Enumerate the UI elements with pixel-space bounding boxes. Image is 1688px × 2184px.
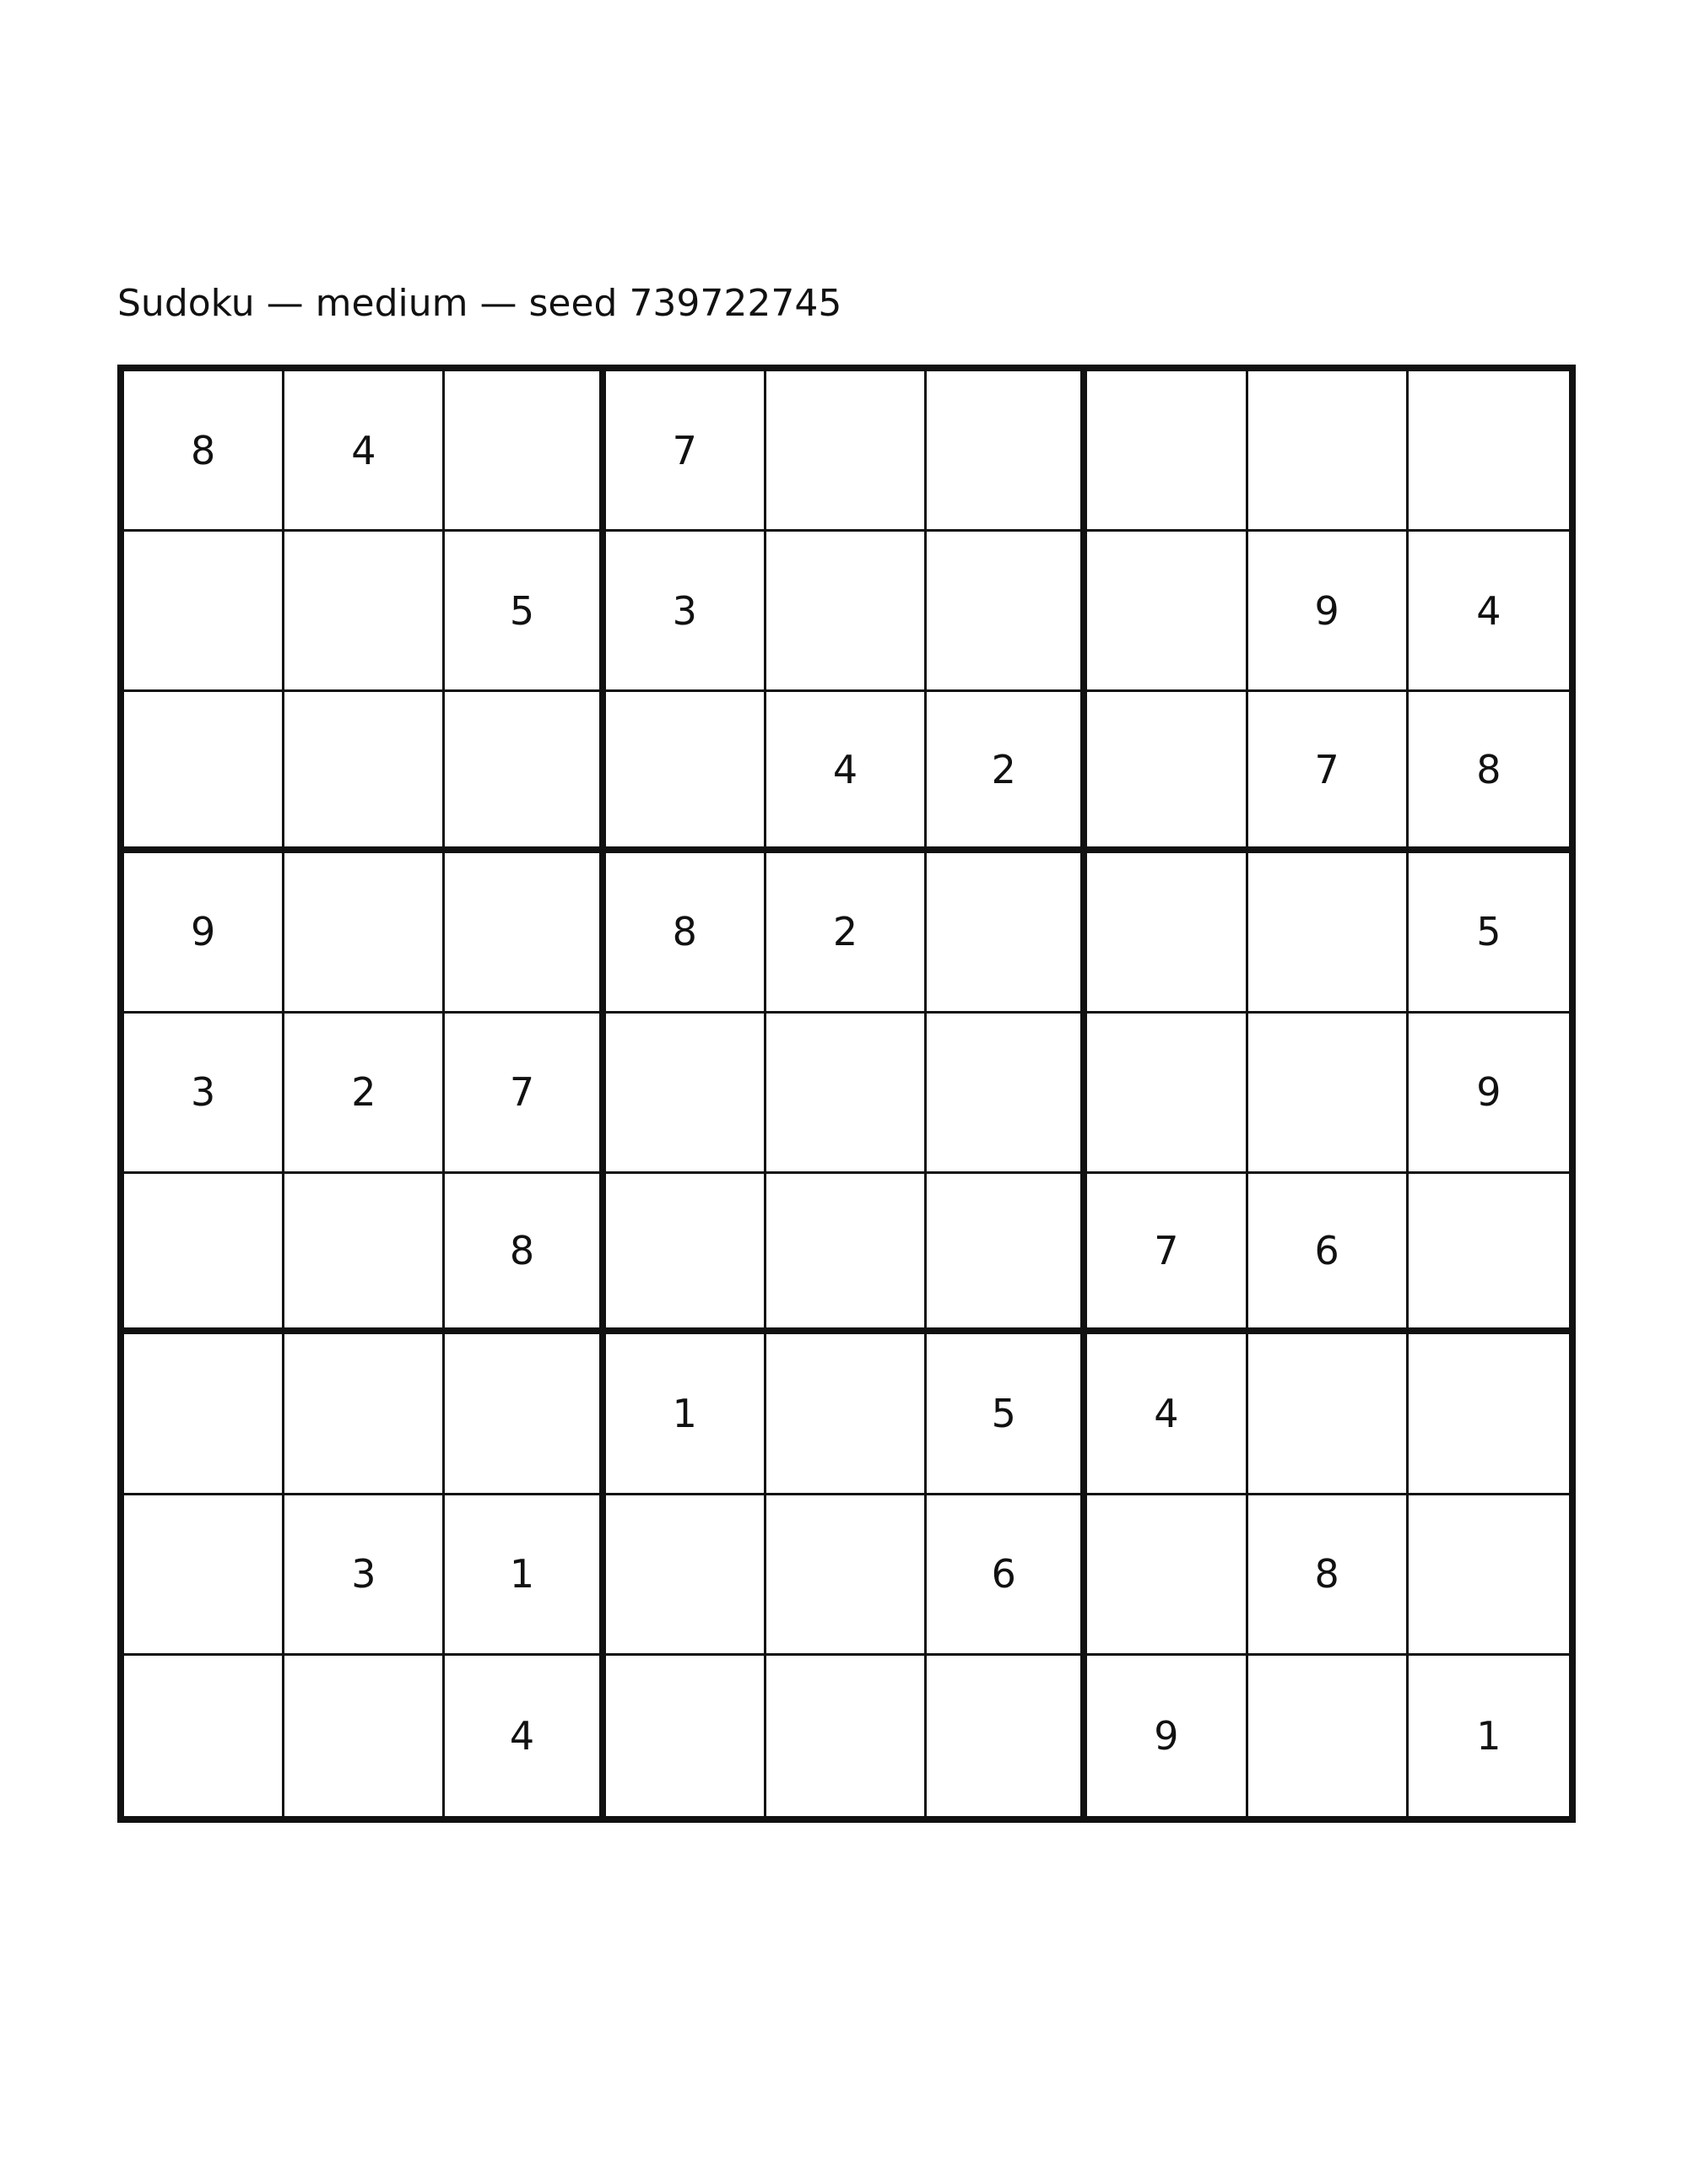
sudoku-cell-r1c7[interactable] <box>1087 371 1247 532</box>
sudoku-cell-r7c9[interactable] <box>1409 1334 1569 1495</box>
sudoku-cell-r8c8[interactable]: 8 <box>1248 1495 1409 1656</box>
sudoku-cell-r6c8[interactable]: 6 <box>1248 1174 1409 1334</box>
sudoku-cell-r2c8[interactable]: 9 <box>1248 532 1409 692</box>
sudoku-cell-r4c6[interactable] <box>927 853 1087 1014</box>
sudoku-cell-r5c4[interactable] <box>606 1014 766 1174</box>
sudoku-cell-r4c3[interactable] <box>445 853 605 1014</box>
sudoku-cell-r7c6[interactable]: 5 <box>927 1334 1087 1495</box>
sudoku-cell-r6c2[interactable] <box>284 1174 445 1334</box>
sudoku-cell-r3c4[interactable] <box>606 692 766 852</box>
sudoku-cell-r5c5[interactable] <box>766 1014 927 1174</box>
sudoku-cell-r4c5[interactable]: 2 <box>766 853 927 1014</box>
sudoku-cell-r7c2[interactable] <box>284 1334 445 1495</box>
sudoku-cell-r3c5[interactable]: 4 <box>766 692 927 852</box>
sudoku-cell-r1c4[interactable]: 7 <box>606 371 766 532</box>
sudoku-cell-r2c5[interactable] <box>766 532 927 692</box>
sudoku-cell-r3c6[interactable]: 2 <box>927 692 1087 852</box>
sudoku-cell-r6c9[interactable] <box>1409 1174 1569 1334</box>
sudoku-cell-r3c2[interactable] <box>284 692 445 852</box>
sudoku-cell-r3c8[interactable]: 7 <box>1248 692 1409 852</box>
sudoku-cell-r5c7[interactable] <box>1087 1014 1247 1174</box>
sudoku-cell-r1c9[interactable] <box>1409 371 1569 532</box>
sudoku-cell-r5c3[interactable]: 7 <box>445 1014 605 1174</box>
sudoku-cell-r6c6[interactable] <box>927 1174 1087 1334</box>
sudoku-cell-r2c1[interactable] <box>124 532 284 692</box>
sudoku-cell-r1c8[interactable] <box>1248 371 1409 532</box>
sudoku-cell-r7c7[interactable]: 4 <box>1087 1334 1247 1495</box>
puzzle-title: Sudoku — medium — seed 739722745 <box>117 282 842 325</box>
sudoku-cell-r5c8[interactable] <box>1248 1014 1409 1174</box>
sudoku-cell-r9c7[interactable]: 9 <box>1087 1656 1247 1816</box>
sudoku-cell-r7c1[interactable] <box>124 1334 284 1495</box>
sudoku-cell-r9c3[interactable]: 4 <box>445 1656 605 1816</box>
sudoku-cell-r2c6[interactable] <box>927 532 1087 692</box>
sudoku-cell-r2c4[interactable]: 3 <box>606 532 766 692</box>
sudoku-cell-r2c7[interactable] <box>1087 532 1247 692</box>
sudoku-cell-r5c1[interactable]: 3 <box>124 1014 284 1174</box>
sudoku-cell-r7c4[interactable]: 1 <box>606 1334 766 1495</box>
sudoku-cell-r9c6[interactable] <box>927 1656 1087 1816</box>
sudoku-cell-r2c2[interactable] <box>284 532 445 692</box>
sudoku-cell-r4c9[interactable]: 5 <box>1409 853 1569 1014</box>
sudoku-cell-r1c1[interactable]: 8 <box>124 371 284 532</box>
sudoku-cell-r5c6[interactable] <box>927 1014 1087 1174</box>
sudoku-cell-r3c3[interactable] <box>445 692 605 852</box>
sudoku-cell-r7c5[interactable] <box>766 1334 927 1495</box>
sudoku-cell-r9c2[interactable] <box>284 1656 445 1816</box>
sudoku-cell-r1c5[interactable] <box>766 371 927 532</box>
sudoku-cell-r9c4[interactable] <box>606 1656 766 1816</box>
sudoku-cell-r4c4[interactable]: 8 <box>606 853 766 1014</box>
sudoku-cell-r9c8[interactable] <box>1248 1656 1409 1816</box>
sudoku-cell-r4c8[interactable] <box>1248 853 1409 1014</box>
sudoku-cell-r6c4[interactable] <box>606 1174 766 1334</box>
sudoku-cell-r8c4[interactable] <box>606 1495 766 1656</box>
sudoku-cell-r8c6[interactable]: 6 <box>927 1495 1087 1656</box>
sudoku-cell-r3c1[interactable] <box>124 692 284 852</box>
sudoku-cell-r4c2[interactable] <box>284 853 445 1014</box>
sudoku-cell-r1c3[interactable] <box>445 371 605 532</box>
sudoku-cell-r2c9[interactable]: 4 <box>1409 532 1569 692</box>
sudoku-cell-r3c7[interactable] <box>1087 692 1247 852</box>
sudoku-cell-r2c3[interactable]: 5 <box>445 532 605 692</box>
sudoku-board <box>117 365 1576 1823</box>
sudoku-cell-r7c3[interactable] <box>445 1334 605 1495</box>
sudoku-cell-r6c1[interactable] <box>124 1174 284 1334</box>
sudoku-cell-r9c5[interactable] <box>766 1656 927 1816</box>
sudoku-cell-r1c6[interactable] <box>927 371 1087 532</box>
sudoku-cell-r8c1[interactable] <box>124 1495 284 1656</box>
sudoku-cell-r8c7[interactable] <box>1087 1495 1247 1656</box>
sudoku-cell-r4c7[interactable] <box>1087 853 1247 1014</box>
sudoku-cell-r8c3[interactable]: 1 <box>445 1495 605 1656</box>
sudoku-cell-r9c9[interactable]: 1 <box>1409 1656 1569 1816</box>
sudoku-cell-r8c9[interactable] <box>1409 1495 1569 1656</box>
sudoku-cell-r5c2[interactable]: 2 <box>284 1014 445 1174</box>
sudoku-cell-r8c2[interactable]: 3 <box>284 1495 445 1656</box>
sudoku-cell-r6c5[interactable] <box>766 1174 927 1334</box>
sudoku-cell-r5c9[interactable]: 9 <box>1409 1014 1569 1174</box>
sudoku-cell-r6c3[interactable]: 8 <box>445 1174 605 1334</box>
sudoku-cell-r9c1[interactable] <box>124 1656 284 1816</box>
sudoku-cell-r3c9[interactable]: 8 <box>1409 692 1569 852</box>
sudoku-cell-r6c7[interactable]: 7 <box>1087 1174 1247 1334</box>
sudoku-cell-r7c8[interactable] <box>1248 1334 1409 1495</box>
sudoku-cell-r1c2[interactable]: 4 <box>284 371 445 532</box>
sudoku-cell-r4c1[interactable]: 9 <box>124 853 284 1014</box>
sudoku-cell-r8c5[interactable] <box>766 1495 927 1656</box>
